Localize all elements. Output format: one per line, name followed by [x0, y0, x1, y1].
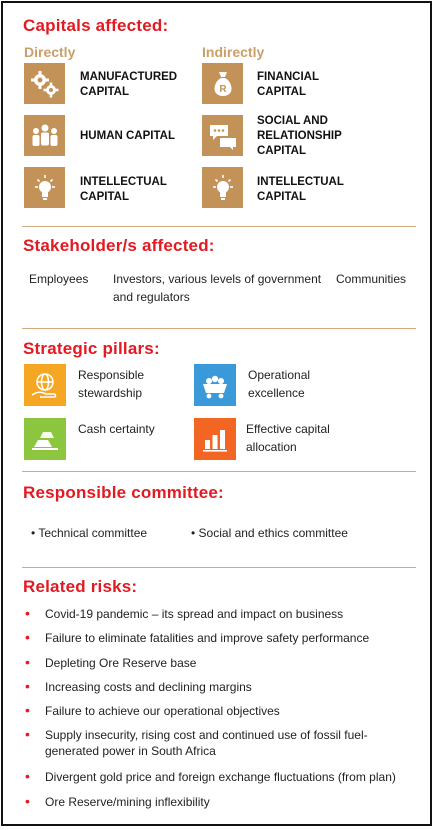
gold-bars-icon — [24, 418, 66, 460]
pillars-heading: Strategic pillars: — [23, 339, 160, 358]
divider — [22, 226, 416, 227]
bullet: • — [25, 654, 30, 670]
capital-label-financial: FINANCIAL CAPITAL — [257, 71, 319, 98]
capital-label-social-relationship: SOCIAL AND RELATIONSHIP CAPITAL — [257, 115, 342, 157]
divider — [22, 471, 416, 472]
bar-chart-icon — [194, 418, 236, 460]
bullet: • — [25, 678, 30, 694]
pillar-label-operational: Operational excellence — [248, 368, 311, 400]
bullet: • — [31, 526, 39, 540]
pillar-label-stewardship: Responsible stewardship — [78, 368, 145, 400]
risks-heading: Related risks: — [23, 577, 138, 596]
directly-label: Directly — [24, 44, 76, 60]
gears-icon — [24, 63, 65, 104]
stakeholder-employees: Employees — [29, 272, 89, 286]
stakeholder-investors: Investors, various levels of government and regulators — [113, 272, 322, 304]
committee-item-technical: • Technical committee — [31, 526, 148, 540]
capital-label-manufactured: MANUFACTURED CAPITAL — [80, 71, 178, 98]
bullet: • — [25, 629, 30, 645]
hand-globe-icon — [24, 364, 66, 406]
bullet: • — [25, 768, 30, 784]
bullet: • — [25, 726, 30, 742]
capital-label-intellectual-indirect: INTELLECTUAL CAPITAL — [257, 176, 344, 203]
pillar-label-cash: Cash certainty — [78, 422, 155, 436]
lightbulb-icon — [24, 167, 65, 208]
money-bag-icon — [202, 63, 243, 104]
capital-label-intellectual-direct: INTELLECTUAL CAPITAL — [80, 176, 167, 203]
stakeholders-heading: Stakeholder/s affected: — [23, 236, 215, 255]
divider — [22, 328, 416, 329]
money-bag-symbol: R — [218, 83, 227, 95]
bullet: • — [191, 526, 199, 540]
bullet: • — [25, 702, 30, 718]
mine-cart-icon — [194, 364, 236, 406]
bullet: • — [25, 793, 30, 809]
pillar-label-capital-allocation: Effective capital allocation — [246, 422, 330, 454]
people-icon — [24, 115, 65, 156]
committee-heading: Responsible committee: — [23, 483, 224, 502]
stakeholder-communities: Communities — [336, 272, 407, 286]
capitals-heading: Capitals affected: — [23, 16, 169, 35]
capital-label-human: HUMAN CAPITAL — [80, 130, 175, 142]
indirectly-label: Indirectly — [202, 44, 265, 60]
divider — [22, 567, 416, 568]
speech-bubbles-icon — [202, 115, 243, 156]
lightbulb-icon — [202, 167, 243, 208]
bullet: • — [25, 605, 30, 621]
committee-item-social-ethics: • Social and ethics committee — [191, 526, 348, 540]
